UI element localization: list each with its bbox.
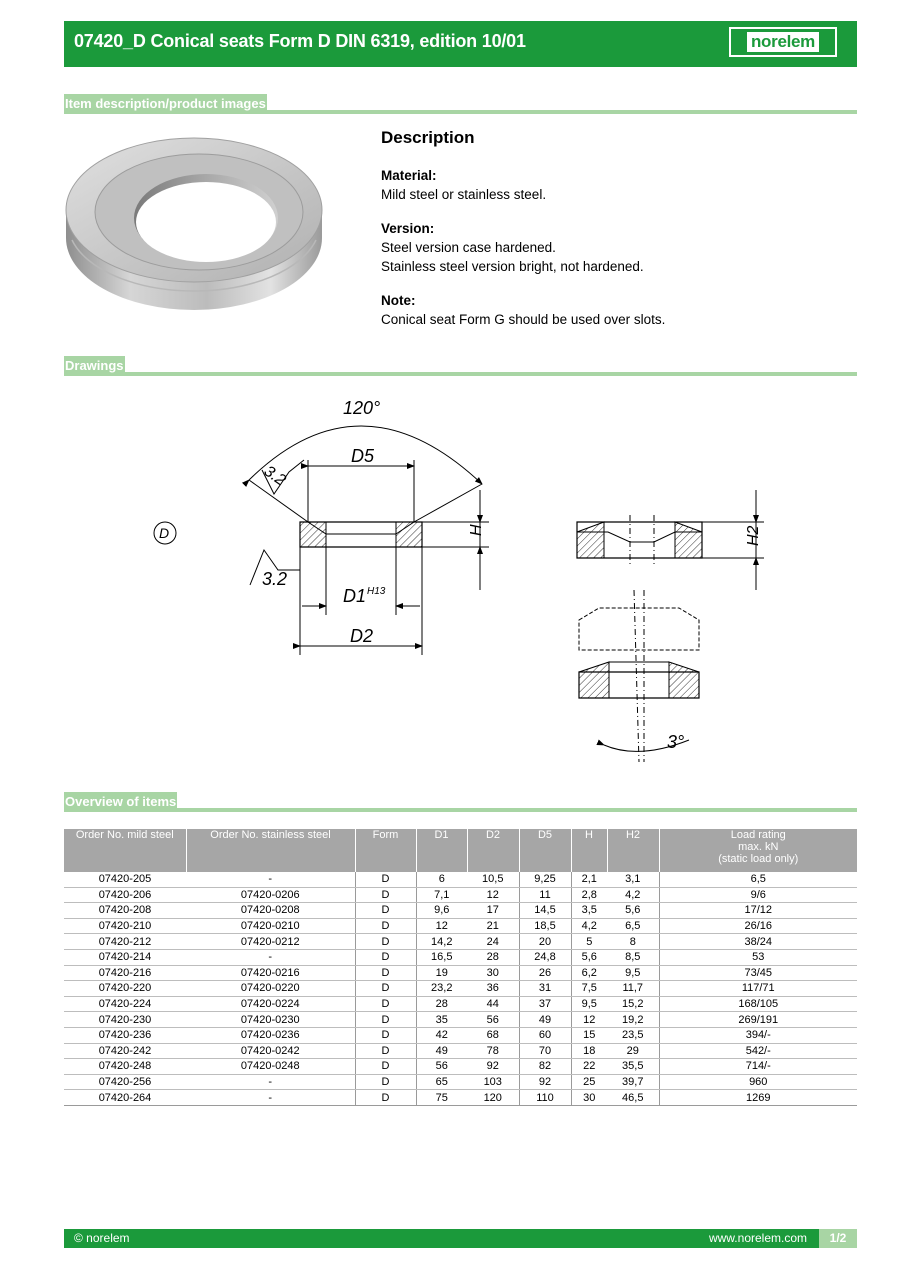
table-cell: 9,6 — [416, 903, 467, 919]
table-cell: 37 — [519, 996, 571, 1012]
table-row — [64, 903, 857, 919]
table-cell: 542/- — [659, 1043, 857, 1059]
table-cell: 4,2 — [607, 887, 659, 903]
col-d2: D2 — [467, 829, 519, 872]
table-cell: 9,25 — [519, 872, 571, 887]
col-form: Form — [355, 829, 416, 872]
table-cell: 7,1 — [416, 887, 467, 903]
table-cell: 28 — [467, 949, 519, 965]
section-label-images: Item description/product images — [64, 94, 267, 114]
table-cell: 30 — [467, 965, 519, 981]
table-cell: 07420-0242 — [186, 1043, 355, 1059]
table-cell: 78 — [467, 1043, 519, 1059]
table-cell: 56 — [416, 1059, 467, 1075]
section-header-drawings — [64, 354, 857, 376]
table-cell: 17/12 — [659, 903, 857, 919]
table-row — [64, 1074, 857, 1090]
table-cell: 10,5 — [467, 872, 519, 887]
table-cell: 12 — [416, 918, 467, 934]
table-cell: 9,5 — [571, 996, 607, 1012]
table-cell: 117/71 — [659, 981, 857, 997]
table-cell: 07420-236 — [64, 1027, 186, 1043]
d2-label: D2 — [350, 626, 374, 646]
table-cell: 3,5 — [571, 903, 607, 919]
table-cell: 6 — [416, 872, 467, 887]
load-header-line1: Load rating — [730, 829, 786, 841]
table-cell: 5,6 — [571, 949, 607, 965]
table-cell: 120 — [467, 1090, 519, 1106]
table-cell: 07420-248 — [64, 1059, 186, 1075]
table-cell: D — [355, 872, 416, 887]
items-table-body — [64, 872, 857, 1105]
table-cell: D — [355, 1074, 416, 1090]
table-cell: 24 — [467, 934, 519, 950]
table-cell: 23,2 — [416, 981, 467, 997]
table-cell: 07420-220 — [64, 981, 186, 997]
table-cell: 11 — [519, 887, 571, 903]
table-cell: 07420-230 — [64, 1012, 186, 1028]
table-cell: 07420-0248 — [186, 1059, 355, 1075]
table-cell: 14,2 — [416, 934, 467, 950]
table-cell: 07420-0224 — [186, 996, 355, 1012]
table-cell: - — [186, 949, 355, 965]
table-cell: 26/16 — [659, 918, 857, 934]
table-cell: 26 — [519, 965, 571, 981]
table-cell: 17 — [467, 903, 519, 919]
col-mild: Order No. mild steel — [64, 829, 186, 872]
d1-label: D1 — [343, 586, 367, 606]
table-cell: 2,8 — [571, 887, 607, 903]
table-cell: 12 — [467, 887, 519, 903]
table-cell: 168/105 — [659, 996, 857, 1012]
note-text: Conical seat Form G should be used over slots. — [381, 312, 666, 327]
table-row — [64, 981, 857, 997]
footer-website[interactable]: www.norelem.com — [708, 1231, 807, 1245]
table-cell: 07420-0210 — [186, 918, 355, 934]
table-cell: 07420-210 — [64, 918, 186, 934]
table-cell: 3,1 — [607, 872, 659, 887]
table-cell: 9/6 — [659, 887, 857, 903]
table-cell: D — [355, 1059, 416, 1075]
table-cell: D — [355, 887, 416, 903]
table-cell: 07420-205 — [64, 872, 186, 887]
table-cell: D — [355, 1090, 416, 1106]
table-cell: 07420-256 — [64, 1074, 186, 1090]
table-cell: 07420-0208 — [186, 903, 355, 919]
col-h2: H2 — [607, 829, 659, 872]
roughness-label-2: 3.2 — [262, 569, 288, 589]
table-cell: 70 — [519, 1043, 571, 1059]
table-row — [64, 887, 857, 903]
table-cell: 92 — [519, 1074, 571, 1090]
table-cell: 82 — [519, 1059, 571, 1075]
d5-label: D5 — [351, 446, 375, 466]
description-block — [381, 128, 851, 344]
footer-page-number: 1/2 — [819, 1229, 857, 1248]
angle-label: 120° — [343, 398, 381, 418]
table-row — [64, 872, 857, 887]
table-cell: 11,7 — [607, 981, 659, 997]
table-cell: 38/24 — [659, 934, 857, 950]
version-line-2: Stainless steel version bright, not hardened. — [381, 259, 644, 274]
table-cell: D — [355, 918, 416, 934]
table-cell: 29 — [607, 1043, 659, 1059]
table-cell: D — [355, 1043, 416, 1059]
footer-bar — [64, 1229, 857, 1248]
section-header-overview — [64, 790, 857, 812]
col-stainless: Order No. stainless steel — [186, 829, 355, 872]
col-d1: D1 — [416, 829, 467, 872]
table-cell: 07420-0206 — [186, 887, 355, 903]
col-h: H — [571, 829, 607, 872]
table-row — [64, 1090, 857, 1106]
table-cell: D — [355, 903, 416, 919]
table-cell: 6,5 — [659, 872, 857, 887]
table-cell: 20 — [519, 934, 571, 950]
table-cell: 07420-216 — [64, 965, 186, 981]
table-cell: D — [355, 981, 416, 997]
table-cell: 07420-212 — [64, 934, 186, 950]
note-label: Note: — [381, 293, 416, 308]
section-header-images — [64, 92, 857, 114]
h2-label: H2 — [745, 525, 762, 546]
table-cell: D — [355, 949, 416, 965]
table-row — [64, 1059, 857, 1075]
table-cell: 07420-0236 — [186, 1027, 355, 1043]
table-cell: 6,5 — [607, 918, 659, 934]
col-load — [659, 829, 857, 872]
table-cell: 1269 — [659, 1090, 857, 1106]
table-cell: 14,5 — [519, 903, 571, 919]
material-label: Material: — [381, 168, 437, 183]
table-cell: D — [355, 996, 416, 1012]
table-cell: - — [186, 1074, 355, 1090]
table-cell: 714/- — [659, 1059, 857, 1075]
table-cell: 394/- — [659, 1027, 857, 1043]
table-cell: 60 — [519, 1027, 571, 1043]
table-cell: 8,5 — [607, 949, 659, 965]
table-cell: 92 — [467, 1059, 519, 1075]
table-cell: 269/191 — [659, 1012, 857, 1028]
d1-tolerance: H13 — [367, 586, 386, 597]
table-cell: 23,5 — [607, 1027, 659, 1043]
table-cell: 68 — [467, 1027, 519, 1043]
table-cell: 07420-242 — [64, 1043, 186, 1059]
table-cell: 56 — [467, 1012, 519, 1028]
table-cell: 07420-0230 — [186, 1012, 355, 1028]
table-cell: 35,5 — [607, 1059, 659, 1075]
table-cell: 19 — [416, 965, 467, 981]
table-cell: 73/45 — [659, 965, 857, 981]
table-cell: 25 — [571, 1074, 607, 1090]
table-cell: D — [355, 1012, 416, 1028]
table-row — [64, 934, 857, 950]
table-row — [64, 918, 857, 934]
tilt-angle-label: 3° — [667, 732, 685, 752]
table-cell: 39,7 — [607, 1074, 659, 1090]
material-text: Mild steel or stainless steel. — [381, 187, 547, 202]
table-cell: 12 — [571, 1012, 607, 1028]
table-cell: 5 — [571, 934, 607, 950]
table-cell: 2,1 — [571, 872, 607, 887]
table-cell: 31 — [519, 981, 571, 997]
technical-drawing — [64, 380, 857, 780]
table-cell: - — [186, 1090, 355, 1106]
table-row — [64, 1043, 857, 1059]
table-cell: 6,2 — [571, 965, 607, 981]
table-cell: 49 — [416, 1043, 467, 1059]
table-cell: D — [355, 965, 416, 981]
version-label: Version: — [381, 221, 435, 236]
section-label-overview: Overview of items — [64, 792, 177, 812]
table-cell: 44 — [467, 996, 519, 1012]
table-cell: 7,5 — [571, 981, 607, 997]
table-row — [64, 1012, 857, 1028]
table-cell: 30 — [571, 1090, 607, 1106]
table-cell: 19,2 — [607, 1012, 659, 1028]
table-cell: 07420-0216 — [186, 965, 355, 981]
table-cell: - — [186, 872, 355, 887]
table-cell: 36 — [467, 981, 519, 997]
items-table — [64, 829, 857, 1106]
table-cell: 110 — [519, 1090, 571, 1106]
table-cell: 15,2 — [607, 996, 659, 1012]
table-cell: 960 — [659, 1074, 857, 1090]
table-cell: 22 — [571, 1059, 607, 1075]
col-d5: D5 — [519, 829, 571, 872]
table-cell: 9,5 — [607, 965, 659, 981]
table-cell: 15 — [571, 1027, 607, 1043]
table-cell: 24,8 — [519, 949, 571, 965]
table-cell: 103 — [467, 1074, 519, 1090]
table-cell: 21 — [467, 918, 519, 934]
table-row — [64, 949, 857, 965]
table-cell: 18,5 — [519, 918, 571, 934]
conical-seat-product-image — [64, 130, 324, 318]
table-cell: 42 — [416, 1027, 467, 1043]
roughness-label-1: 3.2 — [260, 462, 289, 490]
form-letter: D — [159, 525, 170, 541]
table-cell: 07420-0220 — [186, 981, 355, 997]
table-cell: 07420-264 — [64, 1090, 186, 1106]
table-row — [64, 996, 857, 1012]
description-heading: Description — [381, 128, 475, 147]
table-cell: 4,2 — [571, 918, 607, 934]
table-cell: 49 — [519, 1012, 571, 1028]
table-row — [64, 965, 857, 981]
table-cell: 16,5 — [416, 949, 467, 965]
table-cell: 65 — [416, 1074, 467, 1090]
table-cell: 35 — [416, 1012, 467, 1028]
table-cell: 07420-224 — [64, 996, 186, 1012]
norelem-logo — [729, 27, 837, 57]
page-title: 07420_D Conical seats Form D DIN 6319, edition 10/01 — [74, 31, 526, 51]
load-header-line3: (static load only) — [718, 853, 799, 865]
logo-text: norelem — [747, 32, 819, 52]
table-cell: D — [355, 1027, 416, 1043]
load-header-line2: max. kN — [738, 841, 779, 853]
table-cell: 07420-206 — [64, 887, 186, 903]
table-cell: 46,5 — [607, 1090, 659, 1106]
table-cell: 18 — [571, 1043, 607, 1059]
table-cell: 8 — [607, 934, 659, 950]
table-cell: 53 — [659, 949, 857, 965]
header-bar — [64, 21, 857, 67]
table-cell: D — [355, 934, 416, 950]
table-cell: 07420-214 — [64, 949, 186, 965]
table-cell: 5,6 — [607, 903, 659, 919]
h-label: H — [468, 524, 485, 536]
footer-copyright: © norelem — [74, 1231, 130, 1245]
table-cell: 07420-0212 — [186, 934, 355, 950]
table-cell: 28 — [416, 996, 467, 1012]
table-cell: 75 — [416, 1090, 467, 1106]
table-row — [64, 1027, 857, 1043]
version-line-1: Steel version case hardened. — [381, 240, 556, 255]
section-label-drawings: Drawings — [64, 356, 125, 376]
table-header-row — [64, 829, 857, 872]
table-cell: 07420-208 — [64, 903, 186, 919]
